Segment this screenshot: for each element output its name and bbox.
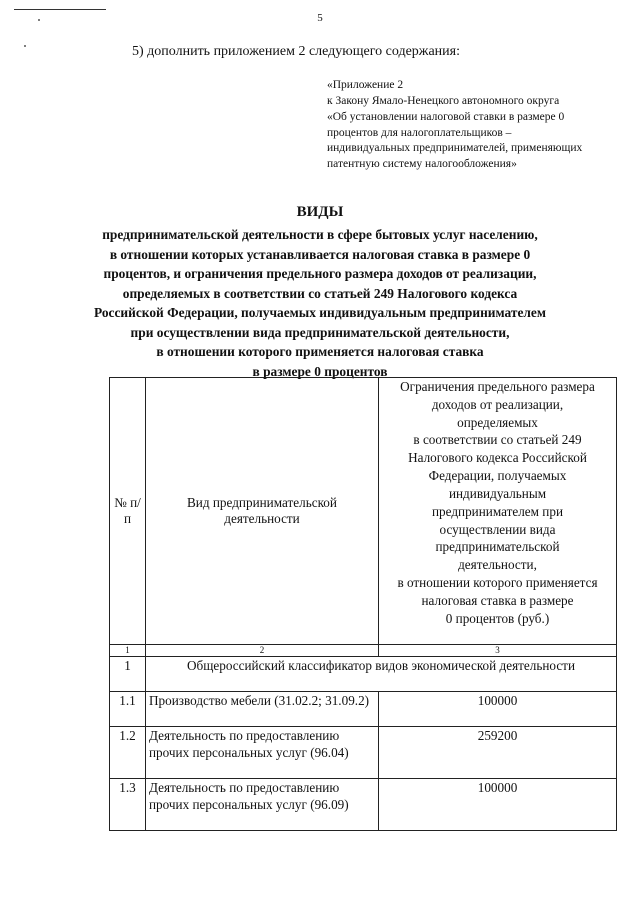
appendix-line: «Об установлении налоговой ставки в размере 0: [327, 110, 565, 123]
table-row: [110, 692, 617, 727]
header-line: Налогового кодекса Российской: [408, 450, 587, 466]
row-limit-value: 100000: [379, 779, 617, 831]
header-line: предпринимательской: [435, 539, 560, 555]
page-number: 5: [317, 12, 323, 24]
header-line: в соответствии со статьей 249: [413, 432, 582, 448]
row-activity: Деятельность по предоставлению прочих персональных услуг (96.04): [146, 727, 379, 779]
heading-line: предпринимательской деятельности в сфере бытовых услуг населению,: [102, 227, 538, 242]
header-number: № п/п: [110, 378, 146, 645]
heading-subtitle: [0, 225, 640, 382]
activities-table: [109, 377, 617, 831]
table-row: [110, 779, 617, 831]
heading-line: процентов, и ограничения предельного размера доходов от реализации,: [103, 266, 537, 282]
document-heading: [0, 204, 640, 382]
section-title: Общероссийский классификатор видов экономической деятельности: [146, 657, 617, 692]
column-index-row: [110, 645, 617, 657]
heading-line: определяемых в соответствии со статьей 249 Налогового кодекса: [122, 285, 518, 301]
heading-line: при осуществлении вида предпринимательской деятельности,: [130, 324, 510, 340]
table-row: [110, 727, 617, 779]
header-activity-type: Вид предпринимательской деятельности: [146, 378, 379, 645]
heading-line: в отношении которого применяется налоговая ставка: [156, 344, 484, 360]
appendix-line: патентную систему налогообложения»: [327, 158, 517, 171]
header-line: Ограничения предельного размера: [400, 379, 595, 394]
row-activity: Деятельность по предоставлению прочих персональных услуг (96.09): [146, 779, 379, 831]
row-number: 1.1: [110, 692, 146, 727]
header-line: доходов от реализации,: [431, 396, 564, 412]
section-row: [110, 657, 617, 692]
section-number: 1: [110, 657, 146, 692]
header-line: в отношении которого применяется: [397, 574, 598, 590]
header-line: 0 процентов (руб.): [445, 610, 550, 626]
table-header-row: [110, 378, 617, 645]
appendix-line: «Приложение 2: [327, 79, 404, 91]
row-limit-value: 100000: [379, 692, 617, 727]
row-number: 1.2: [110, 727, 146, 779]
column-index: 2: [146, 645, 379, 657]
column-index: 1: [110, 645, 146, 657]
row-number: 1.3: [110, 779, 146, 831]
header-line: предпринимателем при: [431, 503, 564, 519]
amendment-intro: 5) дополнить приложением 2 следующего содержания:: [132, 44, 460, 59]
header-line: осуществлении вида: [439, 521, 556, 537]
heading-title: ВИДЫ: [296, 204, 344, 220]
appendix-line: к Закону Ямало-Ненецкого автономного округа: [327, 94, 560, 107]
heading-line: в отношении которых устанавливается налоговая ставка в размере 0: [109, 246, 531, 262]
header-line: Федерации, получаемых: [428, 468, 567, 484]
scan-top-line: [14, 9, 106, 10]
row-limit-value: 259200: [379, 727, 617, 779]
header-line: налоговая ставка в размере: [421, 592, 574, 608]
appendix-line: индивидуальных предпринимателей, применяющих: [327, 142, 583, 155]
column-index: 3: [379, 645, 617, 657]
header-income-limit: [379, 378, 617, 645]
header-line: определяемых: [457, 414, 538, 430]
appendix-reference: [327, 78, 627, 173]
appendix-line: процентов для налогоплательщиков –: [327, 126, 512, 139]
row-activity: Производство мебели (31.02.2; 31.09.2): [146, 692, 379, 727]
scan-speck: [24, 45, 26, 47]
header-line: деятельности,: [458, 557, 537, 573]
heading-line: Российской Федерации, получаемых индивидуальным предпринимателем: [93, 305, 546, 321]
heading-line: в размере 0 процентов: [252, 363, 388, 379]
header-line: индивидуальным: [448, 485, 547, 501]
